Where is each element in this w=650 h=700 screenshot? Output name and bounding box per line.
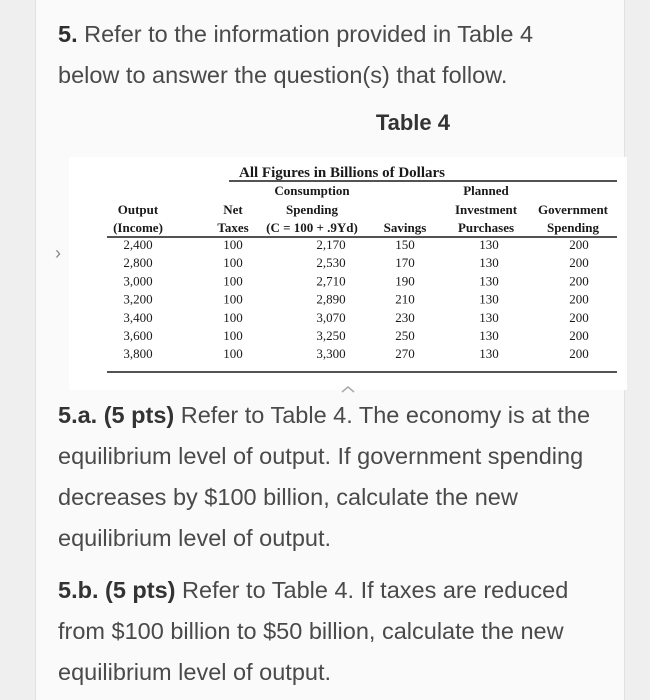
header-consumption-1: Consumption [274,183,350,198]
header-taxes-1: Net [223,202,243,217]
header-consumption-2: Spending [285,202,339,217]
table-row [123,328,588,343]
table-row [123,346,588,361]
cell-investment: 130 [479,273,499,289]
cell-taxes: 100 [223,328,243,343]
cell-output: 2,400 [123,237,153,252]
cell-taxes: 100 [223,237,243,252]
table-caption: All Figures in Billions of Dollars [239,165,445,181]
header-taxes-2: Taxes [217,220,249,235]
header-investment-3: Purchases [457,220,515,235]
table-figure [69,157,627,390]
part-b-label: 5.b. (5 pts) [58,577,176,603]
table-body [123,237,588,361]
cell-savings: 150 [395,237,415,252]
cell-savings: 210 [395,291,415,307]
cell-savings: 250 [395,328,415,343]
cell-government: 200 [569,328,589,343]
question-card [35,0,625,700]
cell-investment: 130 [479,328,499,343]
header-output-1: Output [117,202,159,217]
table-title: Table 4 [375,110,450,135]
cell-savings: 270 [395,346,415,362]
cell-consumption: 3,070 [316,309,346,325]
cell-government: 200 [569,346,589,362]
cell-government: 200 [569,255,589,271]
cell-consumption: 3,250 [316,328,346,343]
chevron-right-icon[interactable]: › [55,243,61,263]
cell-investment: 130 [479,346,499,362]
part-b-text: Refer to Table 4. If taxes are reduced from $100 billion to $50 billion, calculate the new equilibrium level of output. [58,577,569,685]
cell-savings: 170 [395,255,415,271]
table-row [123,273,588,288]
part-a-text: Refer to Table 4. The economy is at the equilibrium level of output. If government spending decreases by $100 billion, calculate the new equilibrium level of output. [58,402,591,551]
question-part-b [58,570,603,693]
cell-savings: 230 [395,309,415,325]
table-row [123,292,588,307]
cell-savings: 190 [395,273,415,289]
cell-investment: 130 [479,291,499,307]
question-intro [58,14,598,96]
cell-output: 2,800 [123,255,153,271]
table-svg [69,157,627,390]
cell-taxes: 100 [223,291,243,307]
table-row [123,255,588,270]
cell-taxes: 100 [223,255,243,271]
cell-output: 3,800 [123,346,153,362]
cell-taxes: 100 [223,273,243,289]
cell-consumption: 2,530 [316,255,346,271]
cell-taxes: 100 [223,309,243,325]
cell-investment: 130 [479,255,499,271]
cell-output: 3,400 [123,309,153,325]
part-a-label: 5.a. (5 pts) [58,402,175,428]
header-consumption-3: (C = 100 + .9Yd) [266,220,358,235]
cell-output: 3,200 [123,291,153,307]
header-government-2: Spending [546,220,600,235]
header-government-1: Government [537,202,609,217]
cell-investment: 130 [479,237,499,252]
question-part-a [58,395,603,559]
question-number: 5. [58,21,78,47]
table-row [123,310,588,325]
cell-government: 200 [569,273,589,289]
cell-government: 200 [569,291,589,307]
cell-consumption: 2,890 [316,291,346,307]
cell-taxes: 100 [223,346,243,362]
cell-government: 200 [569,309,589,325]
question-intro-text: Refer to the information provided in Table 4 below to answer the question(s) that follow. [58,21,534,88]
cell-investment: 130 [479,309,499,325]
header-investment-2: Investment [454,202,518,217]
cell-output: 3,600 [123,328,153,343]
cell-consumption: 2,710 [316,273,346,289]
header-output-2: (Income) [113,220,163,235]
table-row [123,237,588,252]
header-investment-1: Planned [463,183,509,198]
cell-consumption: 2,170 [316,237,346,252]
cell-output: 3,000 [123,273,153,289]
cell-government: 200 [569,237,589,252]
header-savings: Savings [383,220,427,235]
cell-consumption: 3,300 [316,346,346,362]
caret-up-icon [341,385,355,393]
